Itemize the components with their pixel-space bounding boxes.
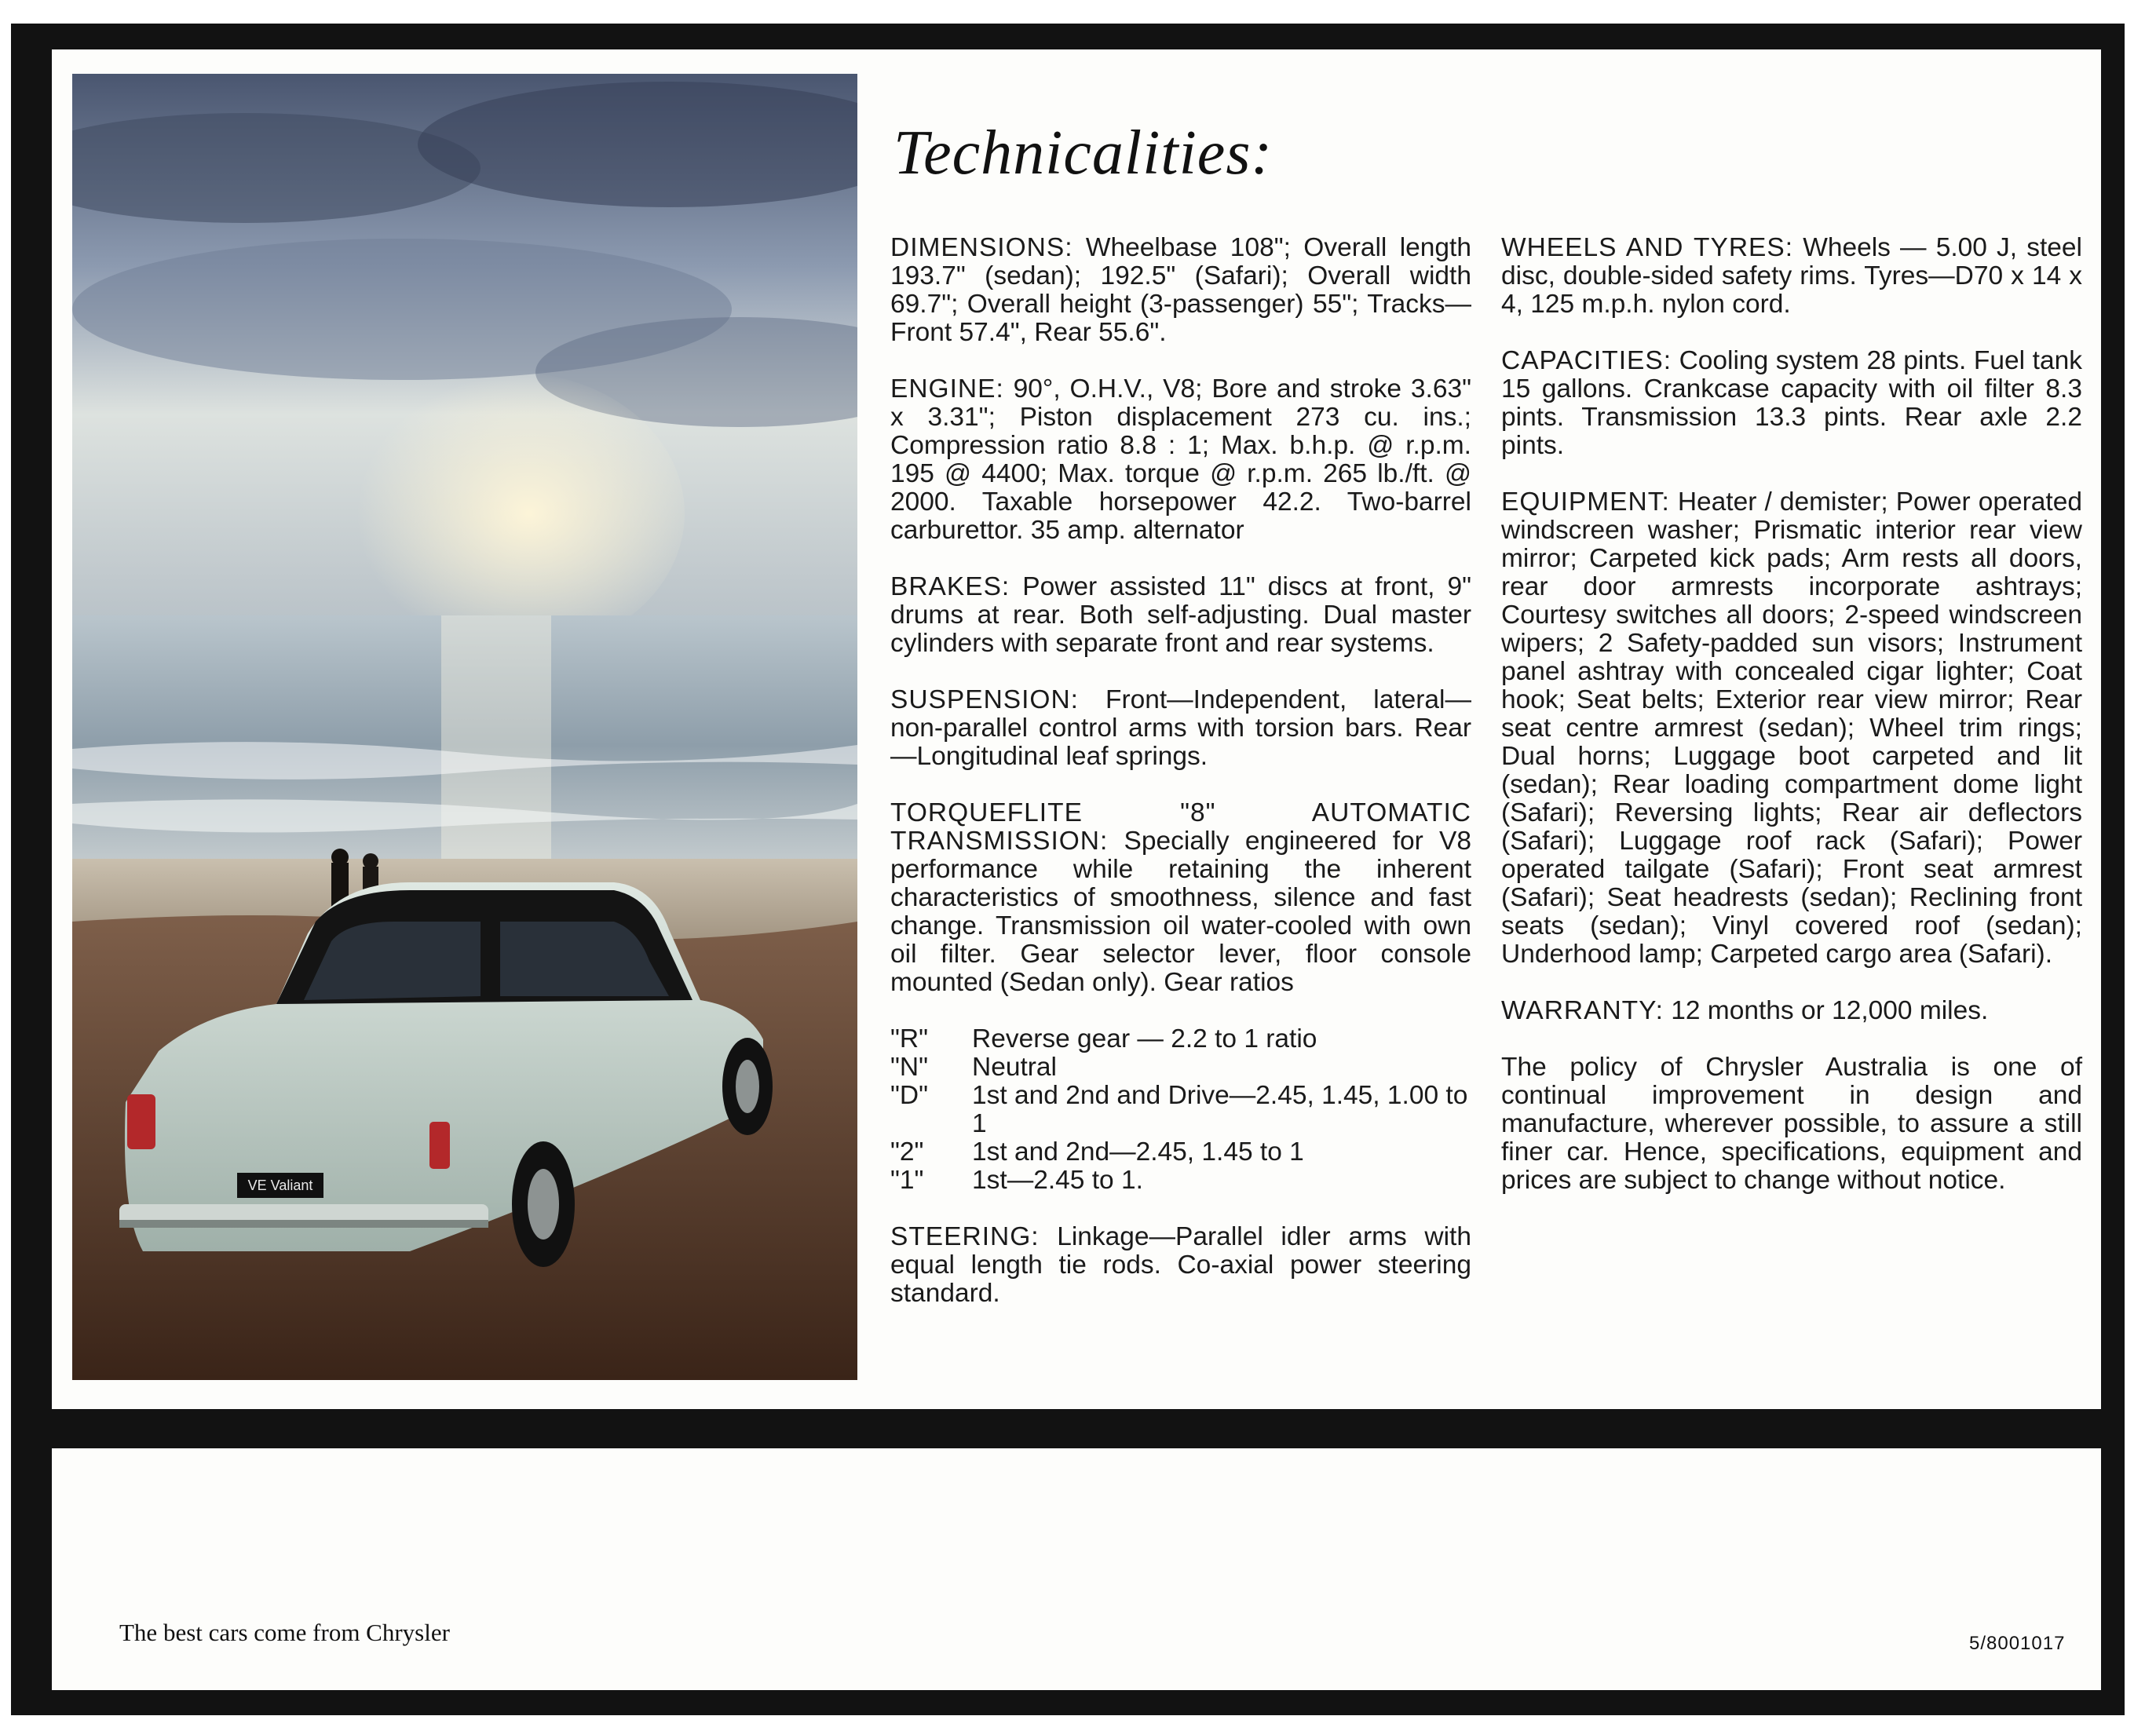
- gear-ratio-row: [890, 1025, 1471, 1053]
- footer-panel: [52, 1448, 2101, 1690]
- spec-text: Heater / demister; Power operated windscreen washer; Prismatic interior rear view mirror; Carpeted kick pads; Arm rests all doors, rear door armrests incorporate ashtrays; Courtesy switches all doors; 2-speed windscreen wipers; 2 Safety-padded sun visors; Instrument panel ashtray with concealed cigar lighter; Coat hook; Seat belts; Exterior rear view mirror; Rear seat centre armrest (sedan); Wheel trim rings; Dual horns; Luggage boot carpeted and lit (sedan); Rear loading compartment dome light (Safari); Reversing lights; Rear air deflectors (Safari); Luggage roof rack (Safari); Power operated tailgate (Safari); Front seat armrest (Safari); Seat headrests (sedan); Reclining front seats (sedan); Vinyl covered roof (sedan); Underhood lamp; Carpeted cargo area (Safari).: [1501, 487, 2082, 969]
- spec-suspension: [890, 686, 1471, 771]
- gear-ratio-row: [890, 1053, 1471, 1082]
- gear-ratio-list: [890, 1025, 1471, 1195]
- policy-statement: The policy of Chrysler Australia is one of continual improvement in design and manufacture, wherever possible, to assure a still finer car. Hence, specifications, equipment and prices are subject to change without notice.: [1501, 1053, 2082, 1195]
- gear-description: 1st and 2nd—2.45, 1.45 to 1: [972, 1137, 1304, 1167]
- spec-heading: ENGINE:: [890, 374, 1004, 403]
- number-plate: VE Valiant: [247, 1178, 313, 1193]
- left-spec-column: [890, 234, 1471, 1336]
- gear-description: 1st—2.45 to 1.: [972, 1166, 1143, 1195]
- footer-tagline: The best cars come from Chrysler: [119, 1619, 450, 1646]
- spec-warranty: [1501, 997, 2082, 1025]
- spec-brakes: [890, 573, 1471, 658]
- gear-description: Neutral: [972, 1053, 1057, 1082]
- gear-ratio-row: [890, 1167, 1471, 1195]
- spec-equipment: [1501, 488, 2082, 969]
- spec-heading: CAPACITIES:: [1501, 346, 1672, 375]
- spec-heading: STEERING:: [890, 1222, 1040, 1251]
- right-spec-column: [1501, 234, 2082, 1223]
- spec-text: Specially engineered for V8 performance while retaining the inherent characteristics of smoothness, silence and fast change. Transmission oil water-cooled with own oil filter. Gear selector lever, floor console mounted (Sedan only). Gear ratios: [890, 827, 1471, 997]
- gear-code: "D": [890, 1081, 928, 1110]
- spec-text: Front—Independent, lateral—non-parallel control arms with torsion bars. Rear—Longitudinal leaf springs.: [890, 685, 1472, 771]
- spec-text: Wheelbase 108"; Overall length 193.7" (sedan); 192.5" (Safari); Overall width 69.7"; Overall height (3-passenger) 55"; Tracks—Front 57.4", Rear 55.6".: [890, 233, 1471, 347]
- gear-code: "N": [890, 1053, 928, 1082]
- spec-heading: SUSPENSION:: [890, 685, 1079, 714]
- spec-transmission: [890, 799, 1471, 997]
- gear-ratio-row: [890, 1082, 1471, 1138]
- spec-text: Power assisted 11" discs at front, 9" drums at rear. Both self-adjusting. Dual master cylinders with separate front and rear systems.: [890, 572, 1471, 658]
- spec-text: 90°, O.H.V., V8; Bore and stroke 3.63" x 3.31"; Piston displacement 273 cu. ins.; Compression ratio 8.8 : 1; Max. b.h.p. @ r.p.m. 195 @ 4400; Max. torque @ r.p.m. 265 lb./ft. @ 2000. Taxable horsepower 42.2. Two-barrel carburettor. 35 amp. alternator: [890, 374, 1471, 545]
- beach-car-photo: [72, 74, 857, 1380]
- spec-text: 12 months or 12,000 miles.: [1671, 996, 1989, 1025]
- spec-heading: WARRANTY:: [1501, 996, 1664, 1025]
- spec-text: Cooling system 28 pints. Fuel tank 15 gallons. Crankcase capacity with oil filter 8.3 pints. Transmission 13.3 pints. Rear axle 2.2 pints.: [1501, 346, 2082, 460]
- spec-dimensions: [890, 234, 1471, 347]
- gear-code: "2": [890, 1137, 924, 1167]
- gear-description: 1st and 2nd and Drive—2.45, 1.45, 1.00 to 1: [972, 1081, 1468, 1138]
- spec-heading: EQUIPMENT:: [1501, 487, 1670, 517]
- spec-text: Linkage—Parallel idler arms with equal length tie rods. Co-axial power steering standard.: [890, 1222, 1471, 1308]
- gear-code: "R": [890, 1024, 928, 1053]
- gear-ratio-row: [890, 1138, 1471, 1167]
- spec-steering: [890, 1223, 1471, 1308]
- spec-wheels: [1501, 234, 2082, 319]
- spec-heading: DIMENSIONS:: [890, 233, 1073, 262]
- spec-heading: TORQUEFLITE "8" AUTOMATIC TRANSMISSION:: [890, 798, 1471, 856]
- spec-text: Wheels — 5.00 J, steel disc, double-sided safety rims. Tyres—D70 x 14 x 4, 125 m.p.h. nylon cord.: [1501, 233, 2082, 319]
- gear-code: "1": [890, 1166, 924, 1195]
- document-code: 5/8001017: [1969, 1633, 2066, 1654]
- spec-heading: WHEELS AND TYRES:: [1501, 233, 1794, 262]
- page-title: Technicalities:: [893, 119, 1274, 188]
- spec-capacities: [1501, 347, 2082, 460]
- spec-engine: [890, 375, 1471, 545]
- spec-heading: BRAKES:: [890, 572, 1010, 601]
- gear-description: Reverse gear — 2.2 to 1 ratio: [972, 1024, 1317, 1053]
